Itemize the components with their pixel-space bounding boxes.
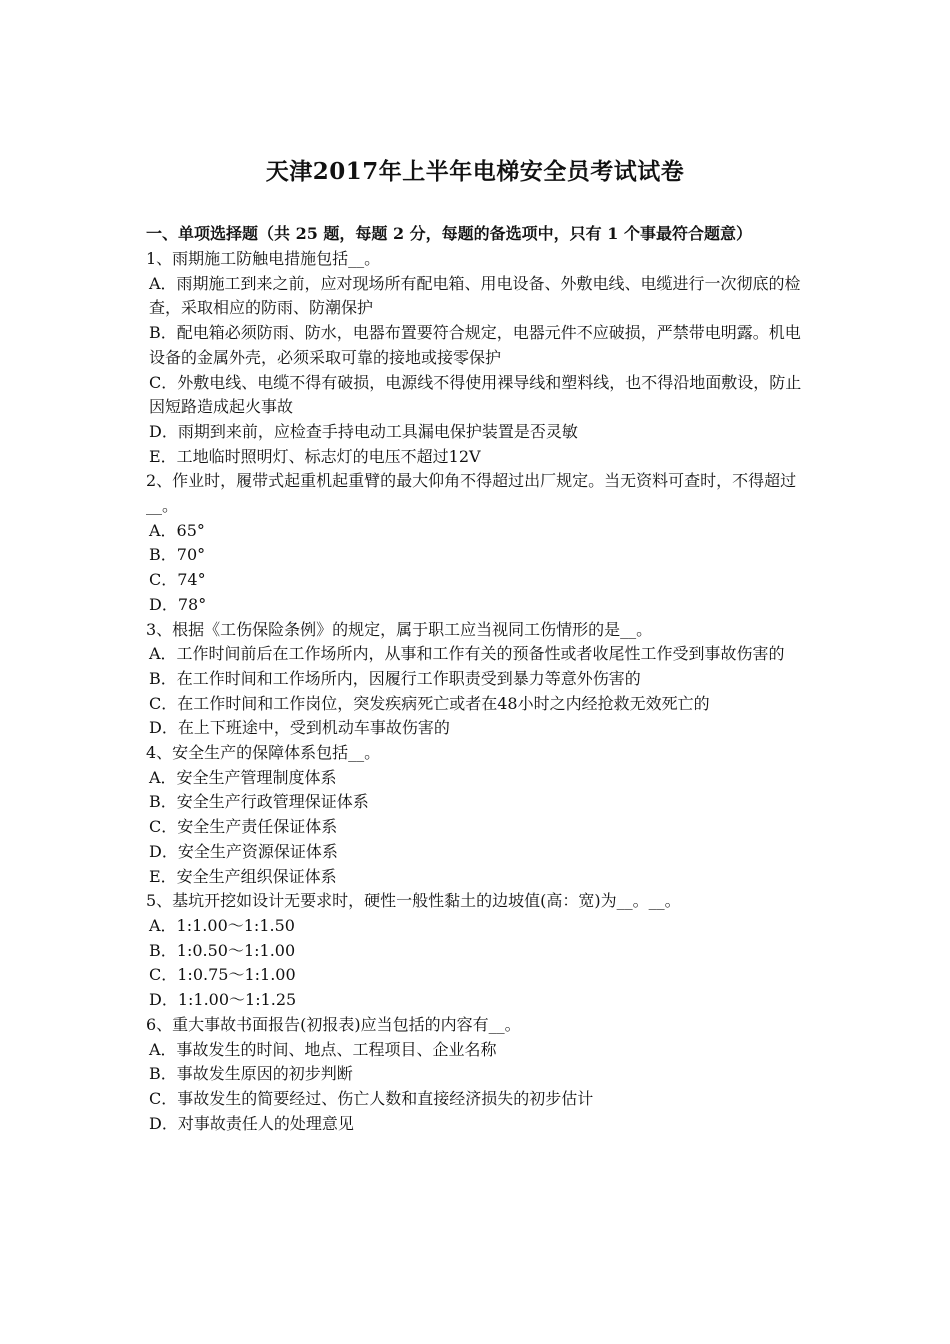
option-4c: C．安全生产责任保证体系 bbox=[149, 817, 338, 837]
option-2a: A．65° bbox=[149, 520, 205, 540]
option-4b: B．安全生产行政管理保证体系 bbox=[149, 792, 369, 812]
option-6d: D．对事故责任人的处理意见 bbox=[149, 1113, 354, 1133]
option-2b: B．70° bbox=[149, 545, 206, 565]
option-4d: D．安全生产资源保证体系 bbox=[149, 841, 338, 861]
option-1d: D．雨期到来前，应检查手持电动工具漏电保护装置是否灵敏 bbox=[149, 421, 578, 441]
option-4a: A．安全生产管理制度体系 bbox=[149, 767, 337, 787]
page-title: 天津2017年上半年电梯安全员考试试卷 bbox=[265, 158, 685, 185]
option-5b: B．1:0.50～1:1.00 bbox=[149, 940, 296, 960]
option-5c: C．1:0.75～1:1.00 bbox=[149, 965, 296, 985]
option-2c: C．74° bbox=[149, 570, 206, 590]
option-6a: A．事故发生的时间、地点、工程项目、企业名称 bbox=[149, 1039, 497, 1059]
question-2: 2、作业时，履带式起重机起重臂的最大仰角不得超过出厂规定。当无资料可查时，不得超过__。 bbox=[146, 471, 797, 516]
option-5a: A．1:1.00～1:1.50 bbox=[149, 915, 295, 935]
option-3b: B．在工作时间和工作场所内，因履行工作职责受到暴力等意外伤害的 bbox=[149, 668, 641, 688]
question-4: 4、安全生产的保障体系包括__。 bbox=[146, 743, 381, 763]
option-3c: C．在工作时间和工作岗位，突发疾病死亡或者在48小时之内经抢救无效死亡的 bbox=[149, 693, 710, 713]
option-6c: C．事故发生的简要经过、伤亡人数和直接经济损失的初步估计 bbox=[149, 1088, 594, 1108]
question-6: 6、重大事故书面报告(初报表)应当包括的内容有__。 bbox=[146, 1014, 521, 1034]
question-3: 3、根据《工伤保险条例》的规定，属于职工应当视同工伤情形的是__。 bbox=[146, 619, 653, 639]
document-body bbox=[146, 222, 808, 1136]
question-5: 5、基坑开挖如设计无要求时，硬性一般性黏土的边坡值(高：宽)为__。__。 bbox=[146, 891, 681, 911]
option-1b: B．配电箱必须防雨、防水，电器布置要符合规定，电器元件不应破损，严禁带电明露。机电设备的金属外壳，必须采取可靠的接地或接零保护 bbox=[149, 323, 801, 367]
option-1e: E．工地临时照明灯、标志灯的电压不超过12V bbox=[149, 446, 481, 466]
question-1: 1、雨期施工防触电措施包括__。 bbox=[146, 249, 381, 268]
option-5d: D．1:1.00～1:1.25 bbox=[149, 990, 297, 1010]
option-4e: E．安全生产组织保证体系 bbox=[149, 866, 337, 886]
section-heading: 一、单项选择题（共 25 题，每题 2 分，每题的备选项中，只有 1 个事最符合题意） bbox=[146, 224, 752, 243]
option-1c: C．外敷电线、电缆不得有破损，电源线不得使用裸导线和塑料线，也不得沿地面敷设，防止因短路造成起火事故 bbox=[149, 372, 802, 417]
option-3a: A．工作时间前后在工作场所内，从事和工作有关的预备性或者收尾性工作受到事故伤害的 bbox=[149, 644, 785, 664]
option-1a: A．雨期施工到来之前，应对现场所有配电箱、用电设备、外敷电线、电缆进行一次彻底的检查，采取相应的防雨、防潮保护 bbox=[149, 273, 801, 318]
option-2d: D．78° bbox=[149, 594, 207, 614]
option-6b: B．事故发生原因的初步判断 bbox=[149, 1064, 353, 1084]
option-3d: D．在上下班途中，受到机动车事故伤害的 bbox=[149, 718, 450, 738]
